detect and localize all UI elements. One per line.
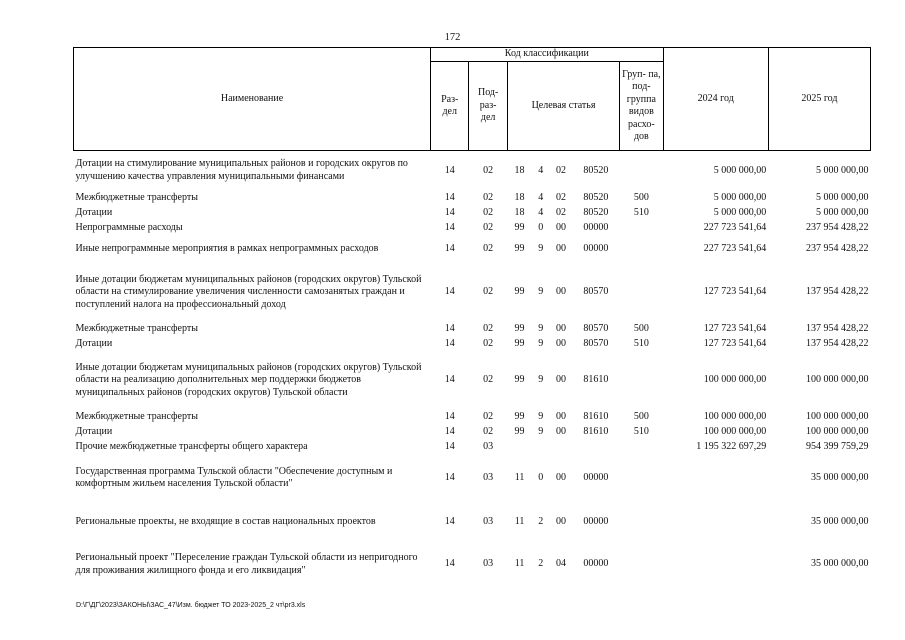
- header-subsection: Под- раз- дел: [469, 62, 507, 151]
- row-subprogram: 4: [538, 164, 544, 176]
- row-program: 99: [514, 286, 525, 298]
- row-section: 14: [444, 322, 455, 334]
- row-name: Дотации: [75, 206, 113, 218]
- row-amount-2024: 227 723 541,64: [703, 221, 767, 233]
- row-section: 14: [444, 243, 455, 255]
- row-event: [550, 440, 572, 455]
- row-program: 99: [514, 410, 525, 422]
- header-classification-code: Код классификации: [431, 48, 664, 62]
- table-row: [74, 191, 871, 206]
- row-event: 04: [555, 558, 566, 570]
- row-name: Межбюджетные трансферты: [75, 191, 198, 203]
- row-amount-2025: 100 000 000,00: [806, 425, 869, 437]
- row-subsection: 02: [483, 425, 494, 437]
- row-event: 02: [555, 191, 566, 203]
- row-direction: 00000: [583, 221, 609, 233]
- row-section: 14: [444, 558, 455, 570]
- row-amount-2024: [663, 455, 768, 502]
- row-amount-2024: 1 195 322 697,29: [696, 440, 767, 452]
- row-expense-group: [620, 455, 663, 502]
- row-program: 99: [514, 337, 525, 349]
- table-row: [74, 410, 871, 425]
- row-section: 14: [444, 191, 455, 203]
- row-expense-group: [620, 502, 663, 544]
- row-expense-group: [620, 264, 663, 322]
- row-expense-group: [620, 151, 663, 191]
- row-direction: 81610: [583, 374, 609, 386]
- row-section: 14: [444, 286, 455, 298]
- row-subprogram: 4: [538, 191, 544, 203]
- row-amount-2024: 5 000 000,00: [713, 206, 767, 218]
- table-row: [74, 221, 871, 236]
- row-subprogram: 9: [538, 322, 544, 334]
- row-event: 00: [555, 322, 566, 334]
- table-row: [74, 352, 871, 410]
- row-program: 99: [514, 374, 525, 386]
- row-subprogram: 4: [538, 206, 544, 218]
- row-program: 99: [514, 425, 525, 437]
- row-direction: 00000: [583, 471, 609, 483]
- row-name: Дотации: [75, 337, 113, 349]
- table-row: [74, 151, 871, 191]
- row-amount-2025: 954 399 759,29: [806, 440, 869, 452]
- row-amount-2025: 35 000 000,00: [811, 558, 869, 570]
- header-year-2025: 2025 год: [768, 48, 870, 151]
- row-name: Межбюджетные трансферты: [75, 322, 198, 334]
- row-direction: 81610: [583, 410, 609, 422]
- row-expense-group: [620, 236, 663, 264]
- row-event: 02: [555, 206, 566, 218]
- footer-file-path: D:\Г\ДГ\2023\ЗАКОНЫ\ЗАС_47\Изм. бюджет ТО 2023-2025_2 чт\pr3.xls: [76, 602, 306, 609]
- table-row: [74, 440, 871, 455]
- row-event: 00: [555, 221, 566, 233]
- row-amount-2025: 5 000 000,00: [816, 206, 869, 218]
- row-section: 14: [444, 440, 455, 452]
- row-name: Непрограммные расходы: [75, 221, 183, 233]
- row-name: Дотации на стимулирование муниципальных районов и городских округов по улучшению качества управления муниципальными финансами: [75, 158, 408, 182]
- row-name: Прочие межбюджетные трансферты общего характера: [75, 440, 308, 452]
- row-subprogram: 9: [538, 337, 544, 349]
- row-subprogram: 9: [538, 425, 544, 437]
- row-section: 14: [444, 221, 455, 233]
- row-amount-2024: 100 000 000,00: [703, 425, 767, 437]
- row-amount-2024: 5 000 000,00: [713, 164, 767, 176]
- row-section: 14: [444, 164, 455, 176]
- row-subprogram: 2: [538, 516, 544, 528]
- header-expense-group: Груп- па, под- группа видов расхо- дов: [620, 62, 663, 151]
- row-expense-group: [620, 440, 663, 455]
- row-amount-2025: 5 000 000,00: [816, 191, 869, 203]
- row-event: 00: [555, 516, 566, 528]
- row-section: 14: [444, 374, 455, 386]
- row-amount-2024: [663, 544, 768, 586]
- row-amount-2024: 227 723 541,64: [703, 243, 767, 255]
- row-section: 14: [444, 516, 455, 528]
- row-amount-2025: 100 000 000,00: [806, 410, 869, 422]
- table-row: [74, 206, 871, 221]
- row-amount-2025: 237 954 428,22: [806, 243, 869, 255]
- row-program: 11: [514, 516, 525, 528]
- row-section: 14: [444, 337, 455, 349]
- row-amount-2024: [663, 502, 768, 544]
- row-subprogram: 9: [538, 374, 544, 386]
- table-row: [74, 455, 871, 502]
- row-amount-2024: 100 000 000,00: [703, 374, 767, 386]
- row-subsection: 03: [483, 558, 494, 570]
- row-program: 11: [514, 471, 525, 483]
- row-amount-2025: 237 954 428,22: [806, 221, 869, 233]
- row-subsection: 02: [483, 410, 494, 422]
- table-row: [74, 337, 871, 352]
- row-subprogram: 9: [538, 410, 544, 422]
- header-name: Наименование: [74, 48, 431, 151]
- row-direction: 80520: [583, 206, 609, 218]
- row-name: Иные непрограммные мероприятия в рамках непрограммных расходов: [75, 243, 379, 255]
- row-subsection: 02: [483, 322, 494, 334]
- table-row: [74, 425, 871, 440]
- row-amount-2025: 137 954 428,22: [806, 337, 869, 349]
- row-expense-group: 500: [633, 322, 649, 334]
- row-direction: 00000: [583, 516, 609, 528]
- row-name: Межбюджетные трансферты: [75, 410, 198, 422]
- row-direction: 80520: [583, 191, 609, 203]
- budget-table: [73, 47, 871, 586]
- row-program: 11: [514, 558, 525, 570]
- table-body: [74, 151, 871, 586]
- row-program: 99: [514, 221, 525, 233]
- row-subsection: 02: [483, 374, 494, 386]
- row-event: 00: [555, 425, 566, 437]
- row-program: 99: [514, 322, 525, 334]
- row-amount-2024: 5 000 000,00: [713, 191, 767, 203]
- row-expense-group: [620, 221, 663, 236]
- row-subsection: 03: [483, 440, 494, 452]
- row-event: 00: [555, 374, 566, 386]
- row-direction: 80570: [583, 286, 609, 298]
- row-name: Региональный проект "Переселение граждан Тульской области из непригодного для проживания жилищного фонда и его ликвидация": [75, 552, 418, 576]
- header-section: Раз- дел: [431, 62, 469, 151]
- row-direction: 00000: [583, 243, 609, 255]
- row-amount-2024: 100 000 000,00: [703, 410, 767, 422]
- row-event: 00: [555, 471, 566, 483]
- row-amount-2025: 5 000 000,00: [816, 164, 869, 176]
- row-subsection: 02: [483, 286, 494, 298]
- row-subprogram: 0: [538, 471, 544, 483]
- table-row: [74, 322, 871, 337]
- row-section: 14: [444, 425, 455, 437]
- row-direction: 81610: [583, 425, 609, 437]
- row-expense-group: 500: [633, 410, 649, 422]
- row-subsection: 02: [483, 206, 494, 218]
- row-direction: 80570: [583, 322, 609, 334]
- row-event: 00: [555, 286, 566, 298]
- row-section: 14: [444, 410, 455, 422]
- row-expense-group: [620, 544, 663, 586]
- row-section: 14: [444, 206, 455, 218]
- header-target-article: Целевая статья: [507, 62, 619, 151]
- row-subsection: 02: [483, 164, 494, 176]
- row-amount-2024: 127 723 541,64: [703, 286, 767, 298]
- row-amount-2025: 35 000 000,00: [811, 516, 869, 528]
- row-subprogram: 0: [538, 221, 544, 233]
- row-amount-2025: 35 000 000,00: [811, 471, 869, 483]
- row-subsection: 03: [483, 471, 494, 483]
- row-name: Региональные проекты, не входящие в состав национальных проектов: [75, 516, 376, 528]
- row-expense-group: 510: [633, 337, 649, 349]
- row-expense-group: 500: [633, 191, 649, 203]
- row-program: 99: [514, 243, 525, 255]
- row-event: 00: [555, 410, 566, 422]
- row-subsection: 03: [483, 516, 494, 528]
- row-expense-group: [620, 352, 663, 410]
- row-event: 00: [555, 337, 566, 349]
- row-amount-2025: 137 954 428,22: [806, 286, 869, 298]
- row-subprogram: [532, 440, 550, 455]
- row-name: Государственная программа Тульской области "Обеспечение доступным и комфортным жильем населения Тульской области": [75, 465, 393, 489]
- row-subsection: 02: [483, 243, 494, 255]
- row-subsection: 02: [483, 337, 494, 349]
- header-year-2024: 2024 год: [663, 48, 768, 151]
- row-program: 18: [514, 164, 525, 176]
- row-subsection: 02: [483, 221, 494, 233]
- row-subprogram: 9: [538, 243, 544, 255]
- row-event: 00: [555, 243, 566, 255]
- row-subprogram: 2: [538, 558, 544, 570]
- row-subprogram: 9: [538, 286, 544, 298]
- row-name: Дотации: [75, 425, 113, 437]
- row-event: 02: [555, 164, 566, 176]
- table-row: [74, 544, 871, 586]
- row-direction: [572, 440, 620, 455]
- row-name: Иные дотации бюджетам муниципальных районов (городских округов) Тульской области на стимулирование увеличения численности самозанятых граждан и поступлений налога на профессиональный доход: [75, 273, 422, 310]
- table-row: [74, 236, 871, 264]
- row-program: [507, 440, 531, 455]
- row-direction: 80570: [583, 337, 609, 349]
- row-name: Иные дотации бюджетам муниципальных районов (городских округов) Тульской области на реализацию дополнительных мер поддержки бюджетов муниципальных районов (городских округов) Тульской области: [75, 361, 422, 398]
- row-expense-group: 510: [633, 425, 649, 437]
- row-program: 18: [514, 206, 525, 218]
- table-row: [74, 264, 871, 322]
- row-amount-2025: 100 000 000,00: [806, 374, 869, 386]
- row-expense-group: 510: [633, 206, 649, 218]
- row-section: 14: [444, 471, 455, 483]
- row-amount-2025: 137 954 428,22: [806, 322, 869, 334]
- table-row: [74, 502, 871, 544]
- row-amount-2024: 127 723 541,64: [703, 337, 767, 349]
- page-number: 172: [444, 32, 461, 43]
- row-program: 18: [514, 191, 525, 203]
- row-subsection: 02: [483, 191, 494, 203]
- row-direction: 00000: [583, 558, 609, 570]
- row-amount-2024: 127 723 541,64: [703, 322, 767, 334]
- row-direction: 80520: [583, 164, 609, 176]
- table-header: [74, 48, 871, 151]
